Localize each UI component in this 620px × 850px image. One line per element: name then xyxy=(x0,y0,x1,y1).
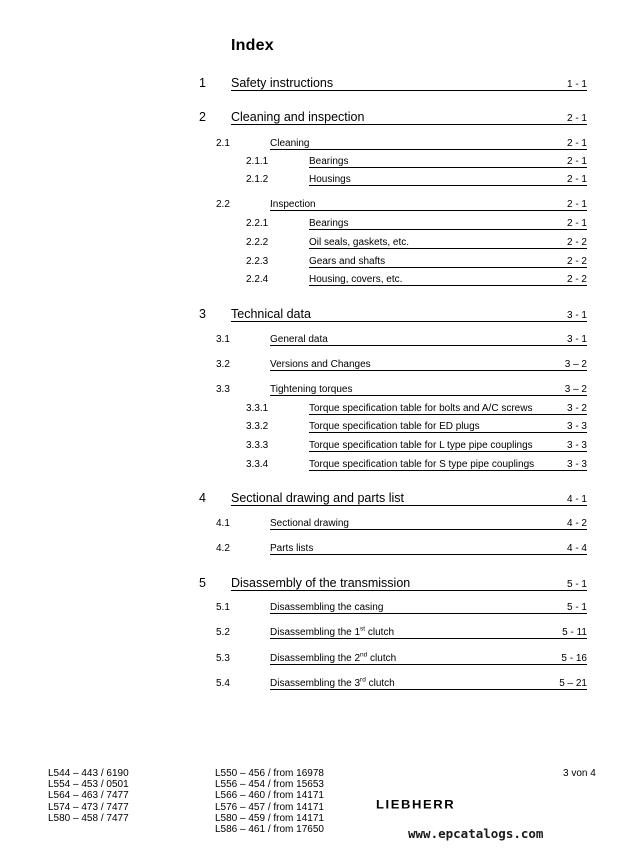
toc-number: 4 xyxy=(199,491,206,505)
toc-title-text: Oil seals, gaskets, etc. xyxy=(309,237,410,248)
toc-row xyxy=(0,421,620,437)
footer-model-line: L550 – 456 / from 16978 xyxy=(215,768,324,779)
toc-title xyxy=(309,459,534,470)
toc-title xyxy=(270,518,349,529)
toc-title xyxy=(309,403,532,414)
toc-title xyxy=(270,602,383,613)
toc-number: 3.3.2 xyxy=(246,421,269,432)
toc-link[interactable] xyxy=(270,678,587,690)
toc-row xyxy=(0,403,620,419)
toc-page-number: 4 - 1 xyxy=(566,494,587,505)
toc-row xyxy=(0,138,620,154)
toc-number: 5.2 xyxy=(216,627,230,638)
footer-model-line: L554 – 453 / 0501 xyxy=(48,779,129,791)
toc-row xyxy=(0,359,620,375)
toc-row xyxy=(0,256,620,272)
toc-number: 3.2 xyxy=(216,359,230,370)
ordinal-superscript: nd xyxy=(360,651,368,659)
page-title: Index xyxy=(231,37,274,54)
toc-number: 2.2 xyxy=(216,199,230,210)
toc-title-text: Gears and shafts xyxy=(309,256,386,267)
toc-title-text: Sectional drawing and parts list xyxy=(231,491,405,505)
footer-model-line: L580 – 458 / 7477 xyxy=(48,812,129,824)
toc-title xyxy=(270,543,313,554)
toc-number: 2 xyxy=(199,110,206,124)
toc-link[interactable] xyxy=(309,440,587,452)
toc-page-number: 5 - 1 xyxy=(566,602,587,613)
toc-number: 3.3.3 xyxy=(246,440,269,451)
toc-row xyxy=(0,110,620,126)
toc-row xyxy=(0,602,620,618)
toc-number: 4.1 xyxy=(216,518,230,529)
page-number: 3 von 4 xyxy=(563,768,596,779)
toc-page-number: 2 - 2 xyxy=(566,274,587,285)
toc-number: 5.3 xyxy=(216,653,230,664)
toc-title xyxy=(231,307,311,321)
toc-title xyxy=(270,359,371,370)
toc-link[interactable] xyxy=(270,334,587,346)
toc-number: 5.4 xyxy=(216,678,230,689)
footer-model-line: L556 – 454 / from 15653 xyxy=(215,779,324,791)
toc-link[interactable] xyxy=(270,543,587,555)
toc-page-number: 2 - 2 xyxy=(566,237,587,248)
toc-row xyxy=(0,199,620,215)
ordinal-superscript: rd xyxy=(360,676,366,684)
footer-model-list-left xyxy=(48,768,129,824)
toc-title xyxy=(309,237,409,248)
toc-link[interactable] xyxy=(270,653,587,665)
toc-title-text: Parts lists xyxy=(270,543,314,554)
toc-title xyxy=(270,138,309,149)
toc-link[interactable] xyxy=(231,491,587,506)
toc-title-text: Versions and Changes xyxy=(270,359,371,370)
toc-link[interactable] xyxy=(309,174,587,186)
toc-link[interactable] xyxy=(270,384,587,396)
footer-model-line: L544 – 443 / 6190 xyxy=(48,768,129,779)
toc-page-number: 1 - 1 xyxy=(566,79,587,90)
toc-title xyxy=(270,678,395,689)
toc-title xyxy=(270,653,396,664)
toc-row xyxy=(0,218,620,234)
toc-title-text: Sectional drawing xyxy=(270,518,349,529)
toc-title xyxy=(309,440,533,451)
toc-title xyxy=(309,274,402,285)
toc-row xyxy=(0,307,620,323)
toc-page-number: 3 - 3 xyxy=(566,440,587,451)
toc-title xyxy=(309,256,385,267)
toc-title-text: Disassembling the 2 xyxy=(270,653,361,664)
toc-page-number: 2 - 1 xyxy=(566,138,587,149)
liebherr-logo: LIEBHERR xyxy=(376,797,456,812)
toc-number: 3 xyxy=(199,307,206,321)
toc-page-number: 3 - 2 xyxy=(566,403,587,414)
toc-title-suffix: clutch xyxy=(365,627,395,638)
watermark-url: www.epcatalogs.com xyxy=(408,826,544,841)
toc-page-number: 4 - 4 xyxy=(566,543,587,554)
toc-row xyxy=(0,334,620,350)
toc-link[interactable] xyxy=(231,110,587,125)
toc-link[interactable] xyxy=(309,421,587,433)
toc-title-text: Tightening torques xyxy=(270,384,353,395)
toc-row xyxy=(0,440,620,456)
toc-row xyxy=(0,491,620,507)
toc-page-number: 5 - 16 xyxy=(561,653,587,664)
toc-row xyxy=(0,174,620,190)
toc-title-text: Torque specification table for ED plugs xyxy=(309,421,480,432)
toc-page-number: 5 - 11 xyxy=(562,627,587,638)
toc-title xyxy=(231,76,333,90)
toc-row xyxy=(0,156,620,172)
ordinal-superscript: st xyxy=(360,625,366,633)
toc-number: 2.2.4 xyxy=(246,274,269,285)
toc-title-suffix: clutch xyxy=(367,653,397,664)
toc-page-number: 5 - 1 xyxy=(566,579,587,590)
toc-row xyxy=(0,76,620,92)
toc-title-text: Safety instructions xyxy=(231,76,334,90)
toc-title-text: Technical data xyxy=(231,307,311,321)
footer-model-list-right xyxy=(215,768,324,835)
toc-title-text: Disassembly of the transmission xyxy=(231,576,411,590)
toc-number: 2.2.3 xyxy=(246,256,269,267)
toc-number: 3.1 xyxy=(216,334,230,345)
toc-number: 3.3 xyxy=(216,384,230,395)
toc-link[interactable] xyxy=(270,602,587,614)
toc-title-text: Cleaning xyxy=(270,138,310,149)
toc-title-text: Torque specification table for L type pipe couplings xyxy=(309,440,533,451)
toc-row xyxy=(0,576,620,592)
toc-title-text: Housings xyxy=(309,174,351,185)
toc-title-text: Disassembling the 3 xyxy=(270,678,361,689)
toc-page-number: 2 - 1 xyxy=(566,113,587,124)
toc-title xyxy=(270,384,352,395)
toc-title-text: Inspection xyxy=(270,199,316,210)
toc-title-text: General data xyxy=(270,334,328,345)
toc-number: 2.2.1 xyxy=(246,218,269,229)
toc-link[interactable] xyxy=(309,218,587,230)
toc-number: 1 xyxy=(199,76,206,90)
toc-title xyxy=(270,334,328,345)
toc-row xyxy=(0,237,620,253)
footer-model-line: L586 – 461 / from 17650 xyxy=(215,824,324,836)
toc-row xyxy=(0,459,620,475)
toc-number: 2.1.2 xyxy=(246,174,269,185)
toc-page-number: 3 – 2 xyxy=(564,359,587,370)
toc-row xyxy=(0,678,620,694)
toc-title xyxy=(309,156,348,167)
toc-title-text: Bearings xyxy=(309,218,349,229)
toc-link[interactable] xyxy=(270,138,587,150)
toc-link[interactable] xyxy=(270,359,587,371)
toc-row xyxy=(0,274,620,290)
toc-page-number: 3 - 3 xyxy=(566,459,587,470)
footer-model-line: L566 – 460 / from 14171 xyxy=(215,790,324,802)
toc-page-number: 3 - 1 xyxy=(566,310,587,321)
toc-page-number: 5 – 21 xyxy=(559,678,587,689)
toc-title-text: Bearings xyxy=(309,156,349,167)
toc-title xyxy=(231,491,404,505)
toc-link[interactable] xyxy=(309,459,587,471)
toc-link[interactable] xyxy=(270,199,587,211)
toc-link[interactable] xyxy=(309,256,587,268)
toc-title-text: Torque specification table for bolts and A/C screws xyxy=(309,403,533,414)
toc-page-number: 2 - 1 xyxy=(566,218,587,229)
toc-number: 5.1 xyxy=(216,602,230,613)
toc-link[interactable] xyxy=(309,274,587,286)
footer-model-line: L574 – 473 / 7477 xyxy=(48,801,129,813)
toc-page-number: 3 - 3 xyxy=(566,421,587,432)
toc-title-text: Torque specification table for S type pipe couplings xyxy=(309,459,535,470)
toc-title xyxy=(231,576,410,590)
toc-link[interactable] xyxy=(231,307,587,322)
toc-title-text: Disassembling the 1 xyxy=(270,627,361,638)
footer-model-line: L580 – 459 / from 14171 xyxy=(215,812,324,824)
toc-title xyxy=(231,110,364,124)
toc-number: 4.2 xyxy=(216,543,230,554)
toc-row xyxy=(0,543,620,559)
toc-title xyxy=(270,627,394,638)
toc-number: 2.2.2 xyxy=(246,237,269,248)
toc-page-number: 4 - 2 xyxy=(566,518,587,529)
toc-title xyxy=(309,218,348,229)
toc-row xyxy=(0,653,620,669)
toc-title-suffix: clutch xyxy=(365,678,395,689)
toc-link[interactable] xyxy=(309,156,587,168)
toc-title xyxy=(270,199,316,210)
toc-link[interactable] xyxy=(309,403,587,415)
toc-row xyxy=(0,627,620,643)
toc-page-number: 2 - 1 xyxy=(566,174,587,185)
toc-number: 2.1 xyxy=(216,138,230,149)
toc-title-text: Housing, covers, etc. xyxy=(309,274,403,285)
toc-number: 2.1.1 xyxy=(246,156,269,167)
toc-link[interactable] xyxy=(231,76,587,91)
toc-page-number: 3 - 1 xyxy=(566,334,587,345)
toc-link[interactable] xyxy=(270,518,587,530)
toc-number: 3.3.1 xyxy=(246,403,269,414)
toc-page-number: 2 - 1 xyxy=(566,156,587,167)
toc-number: 5 xyxy=(199,576,206,590)
toc-title xyxy=(309,421,480,432)
toc-number: 3.3.4 xyxy=(246,459,269,470)
footer-model-line: L576 – 457 / from 14171 xyxy=(215,801,324,813)
toc-link[interactable] xyxy=(309,237,587,249)
footer-model-line: L564 – 463 / 7477 xyxy=(48,790,129,802)
toc-title-text: Cleaning and inspection xyxy=(231,110,365,124)
toc-page-number: 2 - 2 xyxy=(566,256,587,267)
toc-title-text: Disassembling the casing xyxy=(270,602,384,613)
toc-page-number: 2 - 1 xyxy=(566,199,587,210)
toc-row xyxy=(0,518,620,534)
toc-link[interactable] xyxy=(270,627,587,639)
toc-row xyxy=(0,384,620,400)
toc-link[interactable] xyxy=(231,576,587,591)
toc-page-number: 3 – 2 xyxy=(564,384,587,395)
toc-title xyxy=(309,174,351,185)
